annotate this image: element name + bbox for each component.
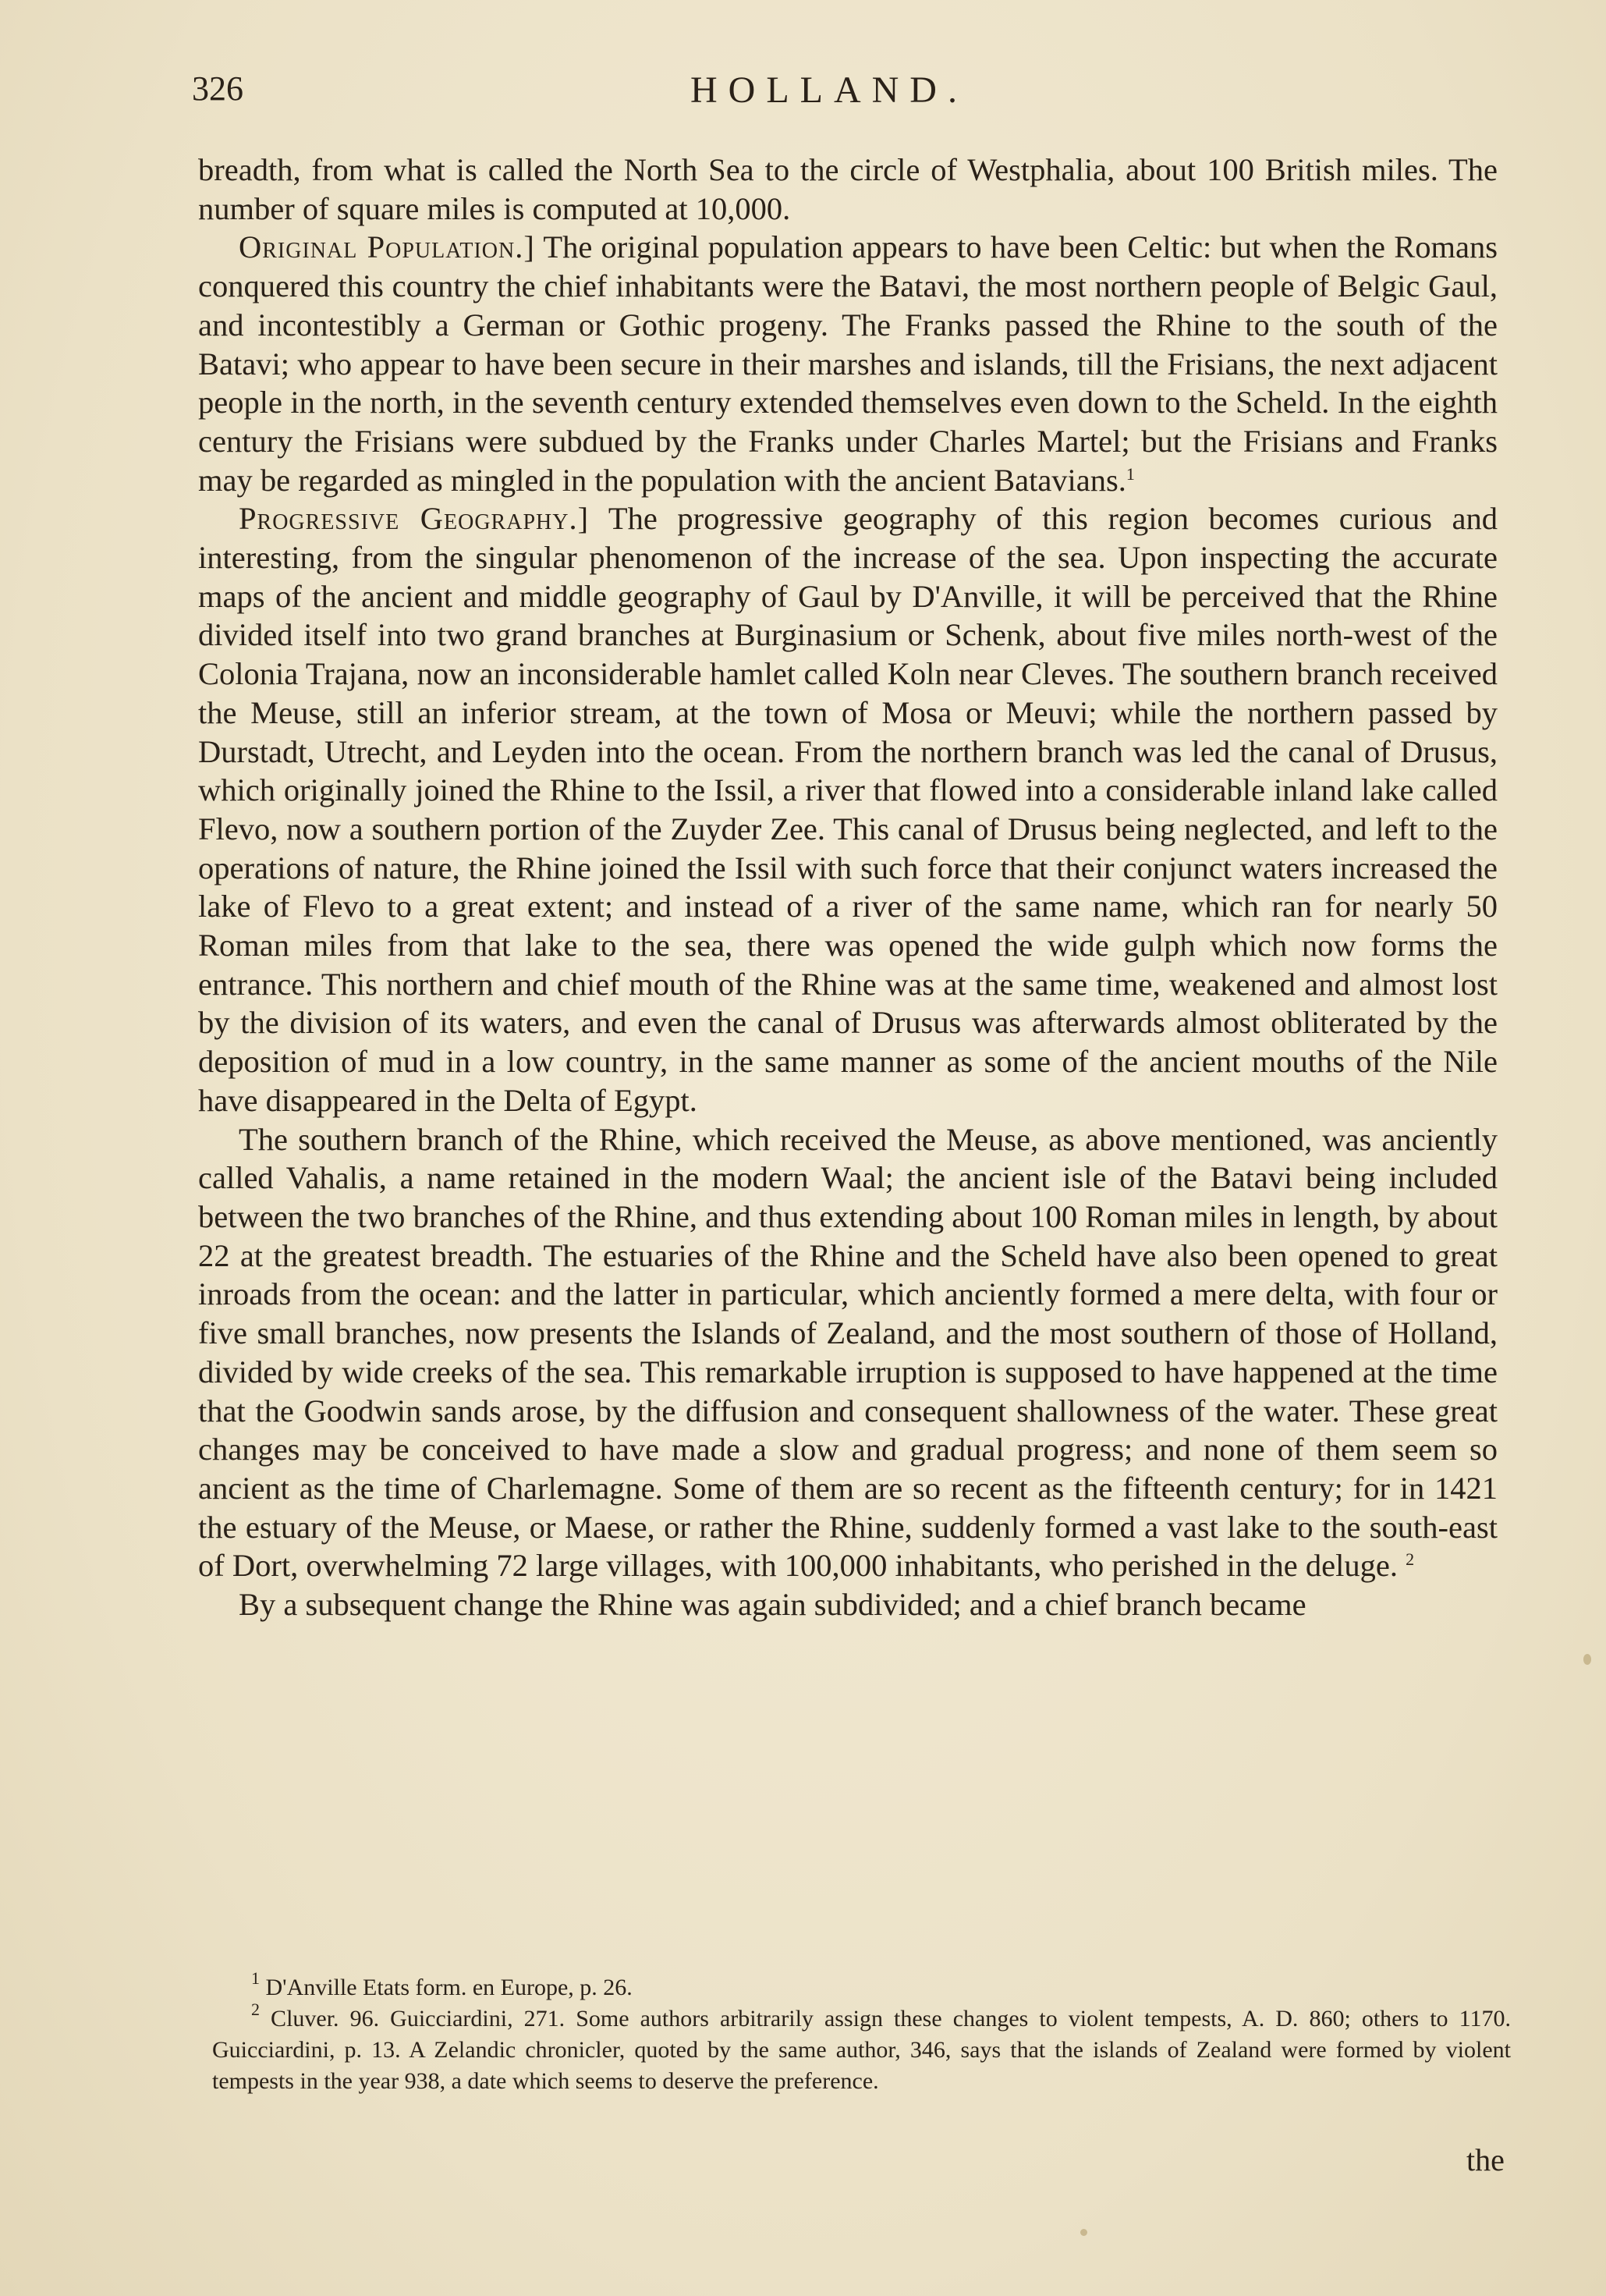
- section-heading: Progressive Geography.]: [239, 501, 590, 537]
- running-title: HOLLAND.: [690, 69, 968, 111]
- paragraph-text: The progressive geography of this region becomes curious and interesting, from the singular phenomenon of the increase of the sea. Upon inspecting the accurate maps of the ancient and middle geography of Gaul by D'Anville, it will be perceived that the Rhine divided itself into two grand branches at Burginasium or Schenk, about five miles north-west of the Colonia Trajana, now an inconsiderable hamlet called Koln near Cleves. The southern branch received the Meuse, still an inferior stream, at the town of Mosa or Meuvi; while the northern passed by Durstadt, Utrecht, and Leyden into the ocean. From the northern branch was led the canal of Drusus, which originally joined the Rhine to the Issil, a river that flowed into a considerable inland lake called Flevo, now a southern portion of the Zuyder Zee. This canal of Drusus being neglected, and left to the operations of nature, the Rhine joined the Issil with such force that their conjunct waters increased the lake of Flevo to a great extent; and instead of a river of the same name, which ran for nearly 50 Roman miles from that lake to the sea, there was opened the wide gulph which now forms the entrance. This northern and chief mouth of the Rhine was at the same time, weakened and almost lost by the division of its waters, and even the canal of Drusus was afterwards almost obliterated by the deposition of mud in a low country, in the same manner as some of the ancient mouths of the Nile have disappeared in the Delta of Egypt.: [198, 501, 1498, 1118]
- footnote-mark: 2: [251, 2000, 260, 2019]
- paragraph-southern-branch: [198, 1120, 1498, 1585]
- paragraph-original-population: [198, 228, 1498, 499]
- page-number: 326: [192, 69, 243, 108]
- paper-speck: [1583, 1654, 1591, 1665]
- footnote-mark: 1: [251, 1968, 260, 1988]
- paper-speck: [1080, 2229, 1087, 2236]
- footnote-text: Cluver. 96. Guicciardini, 271. Some authors arbitrarily assign these changes to violent tempests, A. D. 860; others to 1170. Guicciardini, p. 13. A Zelandic chronicler, quoted by the same author, 346, says that the islands of Zealand were formed by violent tempests in the year 938, a date which seems to deserve the preference.: [212, 2006, 1511, 2094]
- footnote-ref: 1: [1126, 463, 1135, 484]
- paragraph-text: breadth, from what is called the North Sea to the circle of Westphalia, about 100 British miles. The number of square miles is computed at 10,000.: [198, 152, 1498, 226]
- section-heading: Original Population.]: [239, 229, 535, 265]
- paragraph-progressive-geography: [198, 499, 1498, 1120]
- paragraph-text: The southern branch of the Rhine, which received the Meuse, as above mentioned, was anciently called Vahalis, a name retained in the modern Waal; the ancient isle of the Batavi being included between the two branches of the Rhine, and thus extending about 100 Roman miles in length, by about 22 at the greatest breadth. The estuaries of the Rhine and the Scheld have also been opened to great inroads from the ocean: and the latter in particular, which anciently formed a mere delta, with four or five small branches, now presents the Islands of Zealand, and the most southern of those of Holland, divided by wide creeks of the sea. This remarkable irruption is supposed to have happened at the time that the Goodwin sands arose, by the diffusion and consequent shallowness of the water. These great changes may be conceived to have made a slow and gradual progress; and none of them seem so ancient as the time of Charlemagne. Some of them are so recent as the fifteenth century; for in 1421 the estuary of the Meuse, or Maese, or rather the Rhine, suddenly formed a vast lake to the south-east of Dort, overwhelming 72 large villages, with 100,000 inhabitants, who perished in the deluge.: [198, 1121, 1498, 1584]
- footnote-ref: 2: [1406, 1549, 1415, 1570]
- catchword: the: [1466, 2142, 1505, 2177]
- main-text: [198, 151, 1498, 1624]
- paragraph-text: The original population appears to have been Celtic: but when the Romans conquered this country the chief inhabitants were the Batavi, the most northern people of Belgic Gaul, and incontestibly a German or Gothic progeny. The Franks passed the Rhine to the south of the Batavi; who appear to have been secure in their marshes and islands, till the Frisians, the next adjacent people in the north, in the seventh century extended themselves even down to the Scheld. In the eighth century the Frisians were subdued by the Franks under Charles Martel; but the Frisians and Franks may be regarded as mingled in the population with the ancient Batavians.: [198, 229, 1498, 498]
- footnote-text: D'Anville Etats form. en Europe, p. 26.: [260, 1975, 633, 2000]
- footnotes: [212, 1968, 1511, 2097]
- paragraph-text: By a subsequent change the Rhine was again subdivided; and a chief branch became: [239, 1587, 1306, 1623]
- paragraph-subsequent-change: [198, 1585, 1498, 1624]
- footnote: [212, 1968, 1511, 2003]
- paragraph-continuation: [198, 151, 1498, 228]
- footnote: [212, 2000, 1511, 2097]
